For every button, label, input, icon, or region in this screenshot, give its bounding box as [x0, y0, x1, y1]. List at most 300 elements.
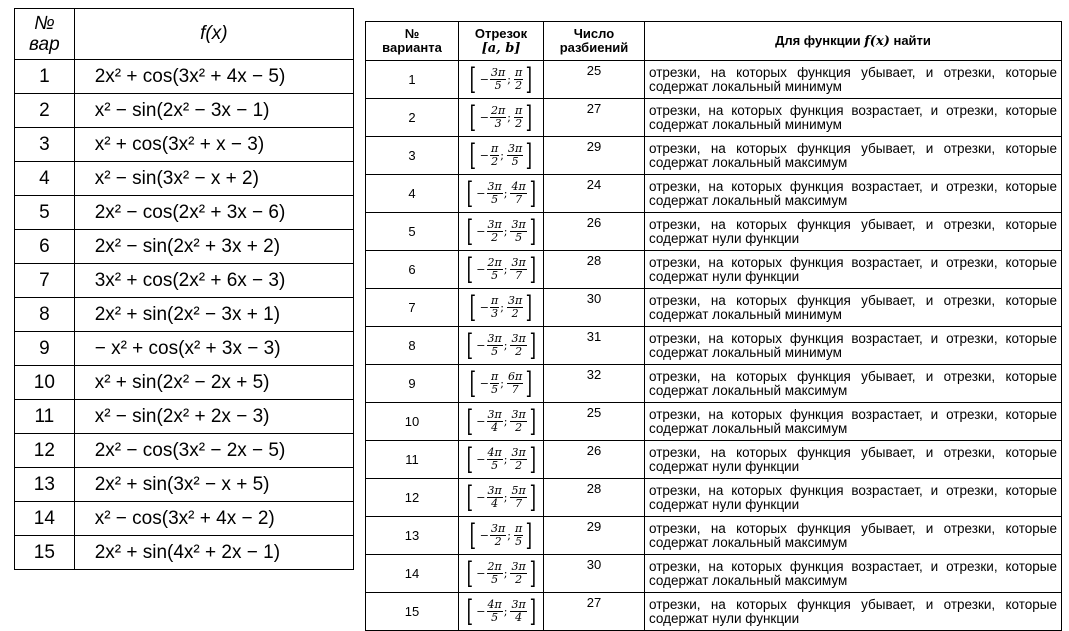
segment-a-numerator: 3π — [487, 218, 502, 231]
function-expression: 2x² + sin(3x² − x + 5) — [74, 468, 353, 502]
segment-a-denominator: 5 — [491, 345, 499, 358]
segment-cell — [459, 517, 544, 555]
segment-cell — [459, 403, 544, 441]
assignment-row — [366, 479, 1062, 517]
segment-a-sign: − — [476, 339, 486, 352]
assignment-row — [366, 251, 1062, 289]
segment-separator: ; — [503, 453, 508, 466]
segment-b-numerator: 3π — [511, 256, 526, 269]
segment-a-denominator: 5 — [491, 573, 499, 586]
function-row — [15, 400, 354, 434]
function-expression: x² + sin(2x² − 2x + 5) — [74, 366, 353, 400]
right-bracket: ] — [525, 289, 533, 325]
task-description: отрезки, на которых функция убывает, и отрезки, которые содержат локальный максимум — [645, 137, 1062, 175]
function-row — [15, 196, 354, 230]
segment-a-fraction — [487, 599, 503, 624]
task-description: отрезки, на которых функция убывает, и отрезки, которые содержат локальный минимум — [645, 61, 1062, 99]
segment-a-numerator: π — [491, 142, 499, 155]
assignment-variant-number: 15 — [366, 593, 459, 631]
partitions-count: 28 — [544, 251, 645, 289]
function-row — [15, 162, 354, 196]
function-variant-number: 4 — [15, 162, 75, 196]
segment-a-fraction — [487, 257, 503, 282]
segment-b-numerator: π — [514, 104, 523, 117]
segment-notation — [464, 251, 539, 287]
segment-cell — [459, 137, 544, 175]
segment-a-numerator: π — [491, 294, 499, 307]
left-bracket: [ — [469, 61, 477, 97]
partitions-count: 32 — [544, 365, 645, 403]
segment-b-numerator: 3π — [511, 332, 526, 345]
function-variant-number: 8 — [15, 298, 75, 332]
segment-cell — [459, 251, 544, 289]
segment-separator: ; — [507, 111, 511, 124]
segment-a-numerator: 2π — [491, 104, 506, 117]
segment-b-fraction — [507, 143, 523, 168]
partitions-count: 30 — [544, 289, 645, 327]
function-expression: − x² + cos(x² + 3x − 3) — [74, 332, 353, 366]
segment-a-numerator: 3π — [491, 66, 506, 79]
segment-cell — [459, 61, 544, 99]
segment-a-denominator: 4 — [491, 497, 499, 510]
segment-b-numerator: 5π — [511, 484, 526, 497]
variant-number-header-line1: № — [34, 13, 55, 34]
segment-b-denominator: 7 — [515, 497, 523, 510]
segment-a-sign: − — [479, 111, 490, 124]
left-bracket: [ — [466, 403, 473, 439]
function-row — [15, 468, 354, 502]
segment-b-numerator: 3π — [511, 218, 526, 231]
left-bracket: [ — [469, 137, 477, 173]
segment-b-fraction — [510, 485, 526, 510]
segment-a-fraction — [487, 333, 503, 358]
segment-b-fraction — [510, 447, 526, 472]
assignment-variant-number: 8 — [366, 327, 459, 365]
segment-b-numerator: π — [514, 522, 523, 535]
function-expression: x² − sin(2x² − 3x − 1) — [74, 94, 353, 128]
segment-a-fraction — [490, 523, 506, 548]
function-variant-number: 13 — [15, 468, 75, 502]
right-bracket: ] — [525, 137, 533, 173]
partitions-count: 26 — [544, 441, 645, 479]
assignment-row — [366, 517, 1062, 555]
segment-cell — [459, 99, 544, 137]
assignment-row — [366, 365, 1062, 403]
task-description: отрезки, на которых функция возрастает, и отрезки, которые содержат локальный максимум — [645, 175, 1062, 213]
left-bracket: [ — [466, 593, 473, 629]
left-bracket: [ — [466, 251, 473, 287]
function-row — [15, 366, 354, 400]
assignment-row — [366, 441, 1062, 479]
assignment-variant-number: 10 — [366, 403, 459, 441]
segment-b-fraction — [507, 371, 523, 396]
segment-b-numerator: π — [514, 66, 523, 79]
segment-cell — [459, 327, 544, 365]
function-expression: 3x² + cos(2x² + 6x − 3) — [74, 264, 353, 298]
task-header-prefix: Для функции — [775, 32, 865, 48]
assignment-variant-number: 3 — [366, 137, 459, 175]
task-description: отрезки, на которых функция возрастает, и отрезки, которые содержат локальный минимум — [645, 327, 1062, 365]
right-bracket: ] — [529, 593, 536, 629]
right-bracket: ] — [525, 365, 533, 401]
segment-a-numerator: 3π — [487, 332, 502, 345]
segment-b-numerator: 3π — [511, 446, 526, 459]
right-bracket: ] — [529, 403, 536, 439]
segment-notation — [464, 213, 539, 249]
segment-cell — [459, 593, 544, 631]
partitions-count: 30 — [544, 555, 645, 593]
segment-a-sign: − — [479, 149, 490, 162]
segment-header — [459, 22, 544, 61]
segment-a-sign: − — [479, 377, 490, 390]
segment-b-denominator: 2 — [511, 307, 519, 320]
function-expression: x² − sin(3x² − x + 2) — [74, 162, 353, 196]
assignment-variant-number: 4 — [366, 175, 459, 213]
segment-notation — [464, 327, 539, 363]
segment-a-denominator: 5 — [494, 79, 502, 92]
segment-a-fraction — [490, 105, 506, 130]
function-row — [15, 434, 354, 468]
assignments-body — [366, 61, 1062, 631]
function-variant-number: 6 — [15, 230, 75, 264]
task-description: отрезки, на которых функция убывает, и отрезки, которые содержат локальный минимум — [645, 289, 1062, 327]
left-bracket: [ — [466, 479, 473, 515]
function-expression: 2x² − cos(3x² − 2x − 5) — [74, 434, 353, 468]
segment-notation — [467, 517, 535, 553]
segment-a-fraction — [487, 485, 503, 510]
right-bracket: ] — [529, 479, 536, 515]
assignment-row — [366, 61, 1062, 99]
variant-header — [366, 22, 459, 61]
function-variant-number: 11 — [15, 400, 75, 434]
segment-separator: ; — [503, 187, 508, 200]
assignment-row — [366, 289, 1062, 327]
segment-a-numerator: π — [491, 370, 499, 383]
segment-a-sign: − — [479, 529, 490, 542]
segment-cell — [459, 555, 544, 593]
assignment-row — [366, 593, 1062, 631]
task-description: отрезки, на которых функция возрастает, и отрезки, которые содержат локальный максимум — [645, 403, 1062, 441]
segment-separator: ; — [503, 567, 508, 580]
function-row — [15, 536, 354, 570]
segment-notation — [464, 593, 539, 629]
function-variant-number: 5 — [15, 196, 75, 230]
segment-b-fraction — [510, 257, 526, 282]
left-bracket: [ — [469, 517, 477, 553]
segment-b-fraction — [514, 523, 523, 548]
assignment-variant-number: 1 — [366, 61, 459, 99]
segment-a-fraction — [487, 409, 503, 434]
task-description: отрезки, на которых функция убывает, и отрезки, которые содержат локальный максимум — [645, 365, 1062, 403]
function-variant-number: 12 — [15, 434, 75, 468]
left-bracket: [ — [466, 213, 473, 249]
right-bracket: ] — [529, 251, 536, 287]
partitions-count: 31 — [544, 327, 645, 365]
task-description: отрезки, на которых функция возрастает, и отрезки, которые содержат нули функции — [645, 251, 1062, 289]
segment-b-numerator: 3π — [511, 598, 526, 611]
assignment-variant-number: 5 — [366, 213, 459, 251]
segment-b-fraction — [507, 295, 523, 320]
functions-header-row — [15, 9, 354, 60]
partitions-count: 27 — [544, 99, 645, 137]
segment-b-denominator: 7 — [515, 269, 523, 282]
right-bracket: ] — [529, 213, 536, 249]
function-row — [15, 94, 354, 128]
function-variant-number: 3 — [15, 128, 75, 162]
segment-cell — [459, 365, 544, 403]
segment-notation — [467, 61, 535, 97]
function-expression: x² − cos(3x² + 4x − 2) — [74, 502, 353, 536]
segment-notation — [467, 99, 535, 135]
assignment-row — [366, 327, 1062, 365]
segment-b-fraction — [510, 219, 526, 244]
assignment-variant-number: 12 — [366, 479, 459, 517]
right-bracket: ] — [529, 175, 536, 211]
segment-a-denominator: 2 — [491, 155, 499, 168]
left-bracket: [ — [469, 289, 477, 325]
function-row — [15, 298, 354, 332]
segment-b-fraction — [510, 409, 526, 434]
segment-notation — [464, 175, 539, 211]
segment-a-numerator: 3π — [491, 522, 506, 535]
partitions-count: 28 — [544, 479, 645, 517]
segment-b-denominator: 2 — [515, 79, 523, 92]
segment-b-denominator: 2 — [515, 117, 523, 130]
assignment-row — [366, 175, 1062, 213]
segment-a-fraction — [487, 181, 503, 206]
segment-a-fraction — [490, 371, 499, 396]
partitions-header — [544, 22, 645, 61]
assignment-row — [366, 213, 1062, 251]
segment-separator: ; — [507, 73, 511, 86]
segment-cell — [459, 213, 544, 251]
assignment-variant-number: 9 — [366, 365, 459, 403]
segment-a-denominator: 5 — [491, 193, 499, 206]
left-bracket: [ — [469, 99, 477, 135]
segment-a-sign: − — [476, 567, 486, 580]
segment-a-denominator: 3 — [491, 307, 499, 320]
variant-number-header — [15, 9, 75, 60]
function-expression: x² − sin(2x² + 2x − 3) — [74, 400, 353, 434]
function-variant-number: 1 — [15, 60, 75, 94]
segment-notation — [464, 479, 539, 515]
task-description: отрезки, на которых функция убывает, и отрезки, которые содержат нули функции — [645, 213, 1062, 251]
segment-a-numerator: 3π — [487, 180, 502, 193]
segment-notation — [464, 555, 539, 591]
right-bracket: ] — [525, 517, 533, 553]
right-bracket: ] — [529, 441, 536, 477]
function-expression: 2x² + sin(2x² − 3x + 1) — [74, 298, 353, 332]
partitions-count: 26 — [544, 213, 645, 251]
right-bracket: ] — [529, 555, 536, 591]
function-expression: 2x² + cos(3x² + 4x − 5) — [74, 60, 353, 94]
partitions-count: 25 — [544, 403, 645, 441]
segment-separator: ; — [500, 149, 504, 162]
segment-a-sign: − — [479, 73, 490, 86]
function-variant-number: 15 — [15, 536, 75, 570]
left-bracket: [ — [466, 555, 473, 591]
partitions-header-line2: разбиений — [559, 40, 629, 55]
segment-b-numerator: 3π — [507, 294, 523, 307]
function-row — [15, 502, 354, 536]
segment-a-sign: − — [476, 491, 486, 504]
task-description: отрезки, на которых функция убывает, и отрезки, которые содержат нули функции — [645, 593, 1062, 631]
left-bracket: [ — [466, 175, 473, 211]
segment-cell — [459, 441, 544, 479]
segment-b-fraction — [514, 105, 523, 130]
assignment-row — [366, 137, 1062, 175]
task-header — [645, 22, 1062, 61]
segment-b-denominator: 4 — [515, 611, 523, 624]
segment-a-numerator: 3π — [487, 408, 502, 421]
assignment-row — [366, 403, 1062, 441]
segment-b-denominator: 7 — [511, 383, 519, 396]
segment-b-denominator: 2 — [515, 345, 523, 358]
segment-a-sign: − — [476, 453, 486, 466]
assignments-header-row — [366, 22, 1062, 61]
assignment-variant-number: 13 — [366, 517, 459, 555]
partitions-count: 25 — [544, 61, 645, 99]
segment-separator: ; — [503, 415, 508, 428]
assignment-row — [366, 99, 1062, 137]
function-expression: 2x² − sin(2x² + 3x + 2) — [74, 230, 353, 264]
segment-a-sign: − — [476, 263, 486, 276]
segment-a-numerator: 3π — [487, 484, 502, 497]
function-variant-number: 7 — [15, 264, 75, 298]
segment-b-fraction — [514, 67, 523, 92]
segment-b-denominator: 2 — [515, 459, 523, 472]
task-description: отрезки, на которых функция убывает, и отрезки, которые содержат локальный максимум — [645, 517, 1062, 555]
partitions-count: 27 — [544, 593, 645, 631]
function-row — [15, 128, 354, 162]
segment-b-numerator: 3π — [511, 560, 526, 573]
functions-table — [14, 8, 354, 570]
segment-notation — [464, 403, 539, 439]
segment-separator: ; — [503, 339, 508, 352]
segment-header-line2: [a, b] — [481, 40, 521, 56]
segment-separator: ; — [503, 605, 508, 618]
variant-number-header-line2: вар — [29, 34, 60, 55]
segment-b-fraction — [510, 561, 526, 586]
segment-notation — [467, 289, 535, 325]
function-row — [15, 60, 354, 94]
segment-b-denominator: 7 — [515, 193, 523, 206]
segment-separator: ; — [503, 225, 508, 238]
function-header: f(x) — [74, 9, 353, 60]
left-bracket: [ — [466, 441, 473, 477]
assignment-variant-number: 7 — [366, 289, 459, 327]
segment-notation — [467, 137, 535, 173]
segment-separator: ; — [503, 491, 508, 504]
segment-a-denominator: 2 — [494, 535, 502, 548]
task-header-suffix: найти — [889, 32, 931, 48]
partitions-count: 29 — [544, 517, 645, 555]
segment-cell — [459, 479, 544, 517]
segment-b-numerator: 4π — [511, 180, 526, 193]
assignment-variant-number: 14 — [366, 555, 459, 593]
segment-a-fraction — [487, 447, 503, 472]
segment-b-numerator: 6π — [507, 370, 523, 383]
segment-a-sign: − — [476, 415, 486, 428]
function-row — [15, 230, 354, 264]
segment-separator: ; — [503, 263, 508, 276]
segment-a-denominator: 4 — [491, 421, 499, 434]
function-variant-number: 10 — [15, 366, 75, 400]
segment-b-numerator: 3π — [507, 142, 523, 155]
segment-a-denominator: 5 — [491, 269, 499, 282]
segment-b-fraction — [510, 599, 526, 624]
segment-b-denominator: 2 — [515, 421, 523, 434]
segment-a-fraction — [487, 219, 503, 244]
segment-a-sign: − — [476, 605, 486, 618]
segment-a-fraction — [490, 295, 499, 320]
segment-b-denominator: 5 — [511, 155, 519, 168]
segment-a-denominator: 5 — [491, 459, 499, 472]
segment-separator: ; — [507, 529, 511, 542]
function-expression: 2x² − cos(2x² + 3x − 6) — [74, 196, 353, 230]
segment-a-sign: − — [479, 301, 490, 314]
function-expression: x² + cos(3x² + x − 3) — [74, 128, 353, 162]
right-bracket: ] — [525, 61, 533, 97]
function-row — [15, 332, 354, 366]
variant-header-line2: варианта — [382, 40, 442, 55]
partitions-count: 29 — [544, 137, 645, 175]
segment-a-numerator: 4π — [487, 598, 502, 611]
segment-a-numerator: 2π — [487, 256, 502, 269]
task-description: отрезки, на которых функция возрастает, и отрезки, которые содержат нули функции — [645, 479, 1062, 517]
segment-a-sign: − — [476, 187, 486, 200]
function-variant-number: 14 — [15, 502, 75, 536]
segment-a-numerator: 2π — [487, 560, 502, 573]
segment-header-line1: Отрезок — [474, 25, 528, 41]
segment-a-denominator: 2 — [491, 231, 499, 244]
segment-cell — [459, 289, 544, 327]
right-bracket: ] — [529, 327, 536, 363]
task-header-fx: f(x) — [864, 33, 890, 49]
partitions-count: 24 — [544, 175, 645, 213]
segment-b-denominator: 5 — [515, 535, 523, 548]
segment-b-denominator: 5 — [515, 231, 523, 244]
segment-b-fraction — [510, 333, 526, 358]
assignment-variant-number: 11 — [366, 441, 459, 479]
segment-a-fraction — [490, 67, 506, 92]
task-description: отрезки, на которых функция возрастает, и отрезки, которые содержат локальный максимум — [645, 555, 1062, 593]
function-row — [15, 264, 354, 298]
variant-header-line1: № — [404, 26, 420, 41]
segment-a-fraction — [487, 561, 503, 586]
assignment-variant-number: 6 — [366, 251, 459, 289]
segment-a-sign: − — [476, 225, 486, 238]
assignment-variant-number: 2 — [366, 99, 459, 137]
left-bracket: [ — [466, 327, 473, 363]
segment-a-numerator: 4π — [487, 446, 502, 459]
segment-a-denominator: 5 — [491, 611, 499, 624]
assignments-table — [365, 21, 1062, 631]
assignment-row — [366, 555, 1062, 593]
task-description: отрезки, на которых функция убывает, и отрезки, которые содержат нули функции — [645, 441, 1062, 479]
functions-body — [15, 60, 354, 570]
segment-a-fraction — [490, 143, 499, 168]
segment-b-fraction — [510, 181, 526, 206]
segment-separator: ; — [500, 377, 504, 390]
function-variant-number: 9 — [15, 332, 75, 366]
partitions-header-line1: Число — [573, 26, 615, 41]
segment-separator: ; — [500, 301, 504, 314]
segment-b-denominator: 2 — [515, 573, 523, 586]
function-expression: 2x² + sin(4x² + 2x − 1) — [74, 536, 353, 570]
right-bracket: ] — [525, 99, 533, 135]
task-description: отрезки, на которых функция возрастает, и отрезки, которые содержат локальный минимум — [645, 99, 1062, 137]
